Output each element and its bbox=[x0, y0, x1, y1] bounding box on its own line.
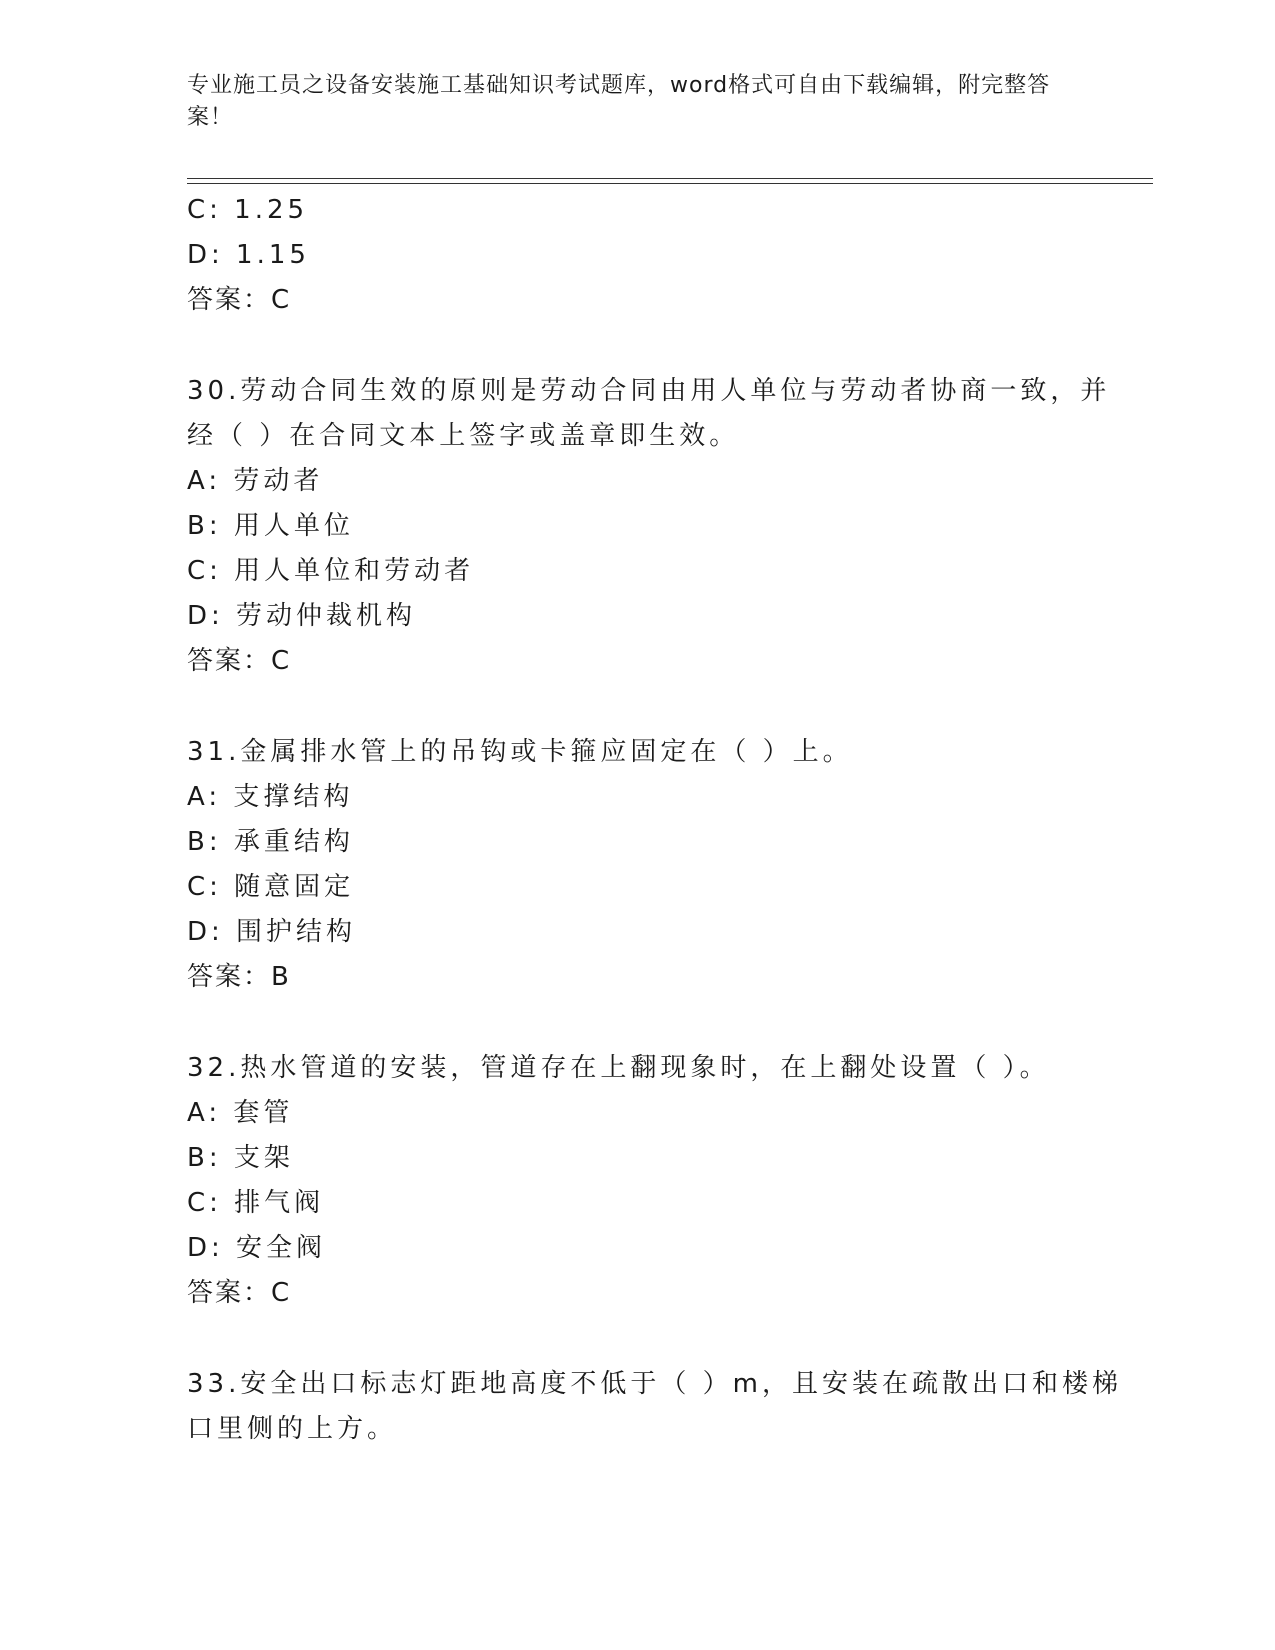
option-d: D: 劳动仲裁机构 bbox=[187, 601, 417, 631]
answer-line: 答案：C bbox=[187, 1278, 292, 1308]
option-c: C: 用人单位和劳动者 bbox=[187, 556, 475, 586]
option-d: D: 围护结构 bbox=[187, 917, 357, 947]
option-c: C: 随意固定 bbox=[187, 872, 355, 902]
header-divider-top bbox=[187, 178, 1153, 179]
option-c: C: 1.25 bbox=[187, 195, 309, 225]
answer-line: 答案：C bbox=[187, 646, 292, 676]
option-a: A: 劳动者 bbox=[187, 466, 324, 496]
header-divider-bottom bbox=[187, 183, 1153, 184]
question-32: 32.热水管道的安装，管道存在上翻现象时，在上翻处设置（ ）。 bbox=[187, 1053, 1050, 1083]
option-b: B: 支架 bbox=[187, 1143, 294, 1173]
answer-line: 答案：B bbox=[187, 962, 291, 992]
option-d: D: 安全阀 bbox=[187, 1233, 327, 1263]
option-b: B: 用人单位 bbox=[187, 511, 354, 541]
question-30-line-1: 30.劳动合同生效的原则是劳动合同由用人单位与劳动者协商一致，并 bbox=[187, 376, 1111, 406]
option-a: A: 支撑结构 bbox=[187, 782, 354, 812]
question-30-line-2: 经（ ）在合同文本上签字或盖章即生效。 bbox=[187, 421, 740, 451]
option-b: B: 承重结构 bbox=[187, 827, 354, 857]
option-a: A: 套管 bbox=[187, 1098, 294, 1128]
answer-line: 答案：C bbox=[187, 285, 292, 315]
option-c: C: 排气阀 bbox=[187, 1188, 325, 1218]
option-d: D: 1.15 bbox=[187, 240, 310, 270]
question-33-line-1: 33.安全出口标志灯距地高度不低于（ ）m，且安装在疏散出口和楼梯 bbox=[187, 1369, 1122, 1399]
question-31: 31.金属排水管上的吊钩或卡箍应固定在（ ）上。 bbox=[187, 737, 853, 767]
question-33-line-2: 口里侧的上方。 bbox=[187, 1414, 398, 1444]
document-header: 专业施工员之设备安装施工基础知识考试题库，word格式可自由下载编辑，附完整答案！ bbox=[187, 73, 1051, 130]
